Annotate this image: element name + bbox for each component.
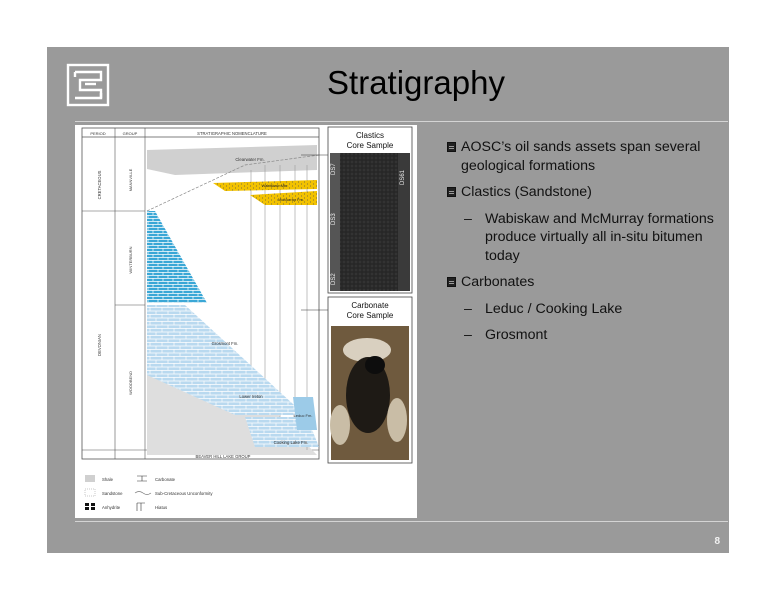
svg-text:Hiatus: Hiatus bbox=[155, 505, 168, 510]
bullet-list bbox=[447, 138, 717, 353]
svg-text:Shale: Shale bbox=[102, 477, 113, 482]
core-depth-label: DS2 bbox=[331, 273, 337, 285]
label-lower-ireton: Lower Ireton bbox=[239, 394, 263, 399]
clastics-label-line2: Core Sample bbox=[346, 141, 394, 150]
label-wabiskaw: Wabiskaw Mbr. bbox=[261, 183, 289, 188]
footer-group-label: BEAVER HILL LAKE GROUP bbox=[195, 454, 251, 459]
bullet-square-icon bbox=[447, 277, 456, 287]
label-leduc: Leduc Fm. bbox=[293, 413, 313, 418]
legend bbox=[85, 475, 213, 511]
sub-bullet-item: – Wabiskaw and McMurray formations produce virtually all in-situ bitumen today bbox=[464, 210, 714, 264]
svg-text:Sub-Cretaceous Unconformity: Sub-Cretaceous Unconformity bbox=[155, 491, 213, 496]
sub-bullet-item: – Grosmont bbox=[464, 327, 548, 343]
core-depth-label: DS7 bbox=[331, 163, 337, 175]
page-number: 8 bbox=[714, 536, 720, 547]
sub-bullet-item: – Leduc / Cooking Lake bbox=[464, 300, 623, 317]
company-logo-icon bbox=[66, 63, 110, 107]
label-cooking-lake: Cooking Lake Fm. bbox=[273, 440, 309, 445]
carbonate-label-line1: Carbonate bbox=[351, 301, 389, 310]
bullet-item: Clastics (Sandstone) bbox=[447, 183, 717, 202]
clastics-label-line1: Clastics bbox=[355, 131, 385, 140]
group-mannville: MANNVILLE bbox=[128, 168, 133, 192]
clearwater-shale bbox=[147, 145, 317, 175]
dash-icon: – bbox=[464, 327, 472, 343]
label-clearwater: Clearwater Fm. bbox=[235, 157, 265, 162]
stratigraphy-figure bbox=[75, 125, 417, 518]
dash-icon: – bbox=[464, 300, 472, 317]
group-winterburn: WINTERBURN bbox=[128, 246, 133, 274]
bullet-square-icon bbox=[447, 187, 456, 197]
winterburn-carbonate bbox=[147, 211, 207, 303]
core-depth-label: DS3 bbox=[331, 213, 337, 225]
svg-text:Sandstone: Sandstone bbox=[102, 491, 123, 496]
bullet-item: Carbonates bbox=[447, 273, 717, 292]
stratigraphy-chart bbox=[75, 125, 417, 518]
bullet-square-icon bbox=[447, 142, 456, 152]
bullet-item: AOSC’s oil sands assets span several geological formations bbox=[447, 138, 717, 175]
period-cretaceous: CRETACEOUS bbox=[97, 170, 102, 200]
title-divider bbox=[75, 121, 728, 122]
svg-text:Anhydrite: Anhydrite bbox=[102, 505, 121, 510]
slide-title: Stratigraphy bbox=[327, 64, 505, 101]
header-period: PERIOD bbox=[90, 131, 106, 136]
label-grosmont: Grosmont Fm. bbox=[211, 341, 239, 346]
header-nomenclature: STRATIGRAPHIC NOMENCLATURE bbox=[197, 131, 267, 136]
group-woodbend: WOODBEND bbox=[128, 371, 133, 395]
label-mcmurray: McMurray Fm. bbox=[278, 197, 304, 202]
footer-divider bbox=[75, 521, 728, 522]
carbonate-label-line2: Core Sample bbox=[346, 311, 394, 320]
period-devonian: DEVONIAN bbox=[97, 334, 102, 356]
svg-text:Carbonate: Carbonate bbox=[155, 477, 176, 482]
core-depth-label: DS61 bbox=[400, 169, 406, 185]
dash-icon: – bbox=[464, 210, 472, 227]
header-group: GROUP bbox=[122, 131, 138, 136]
